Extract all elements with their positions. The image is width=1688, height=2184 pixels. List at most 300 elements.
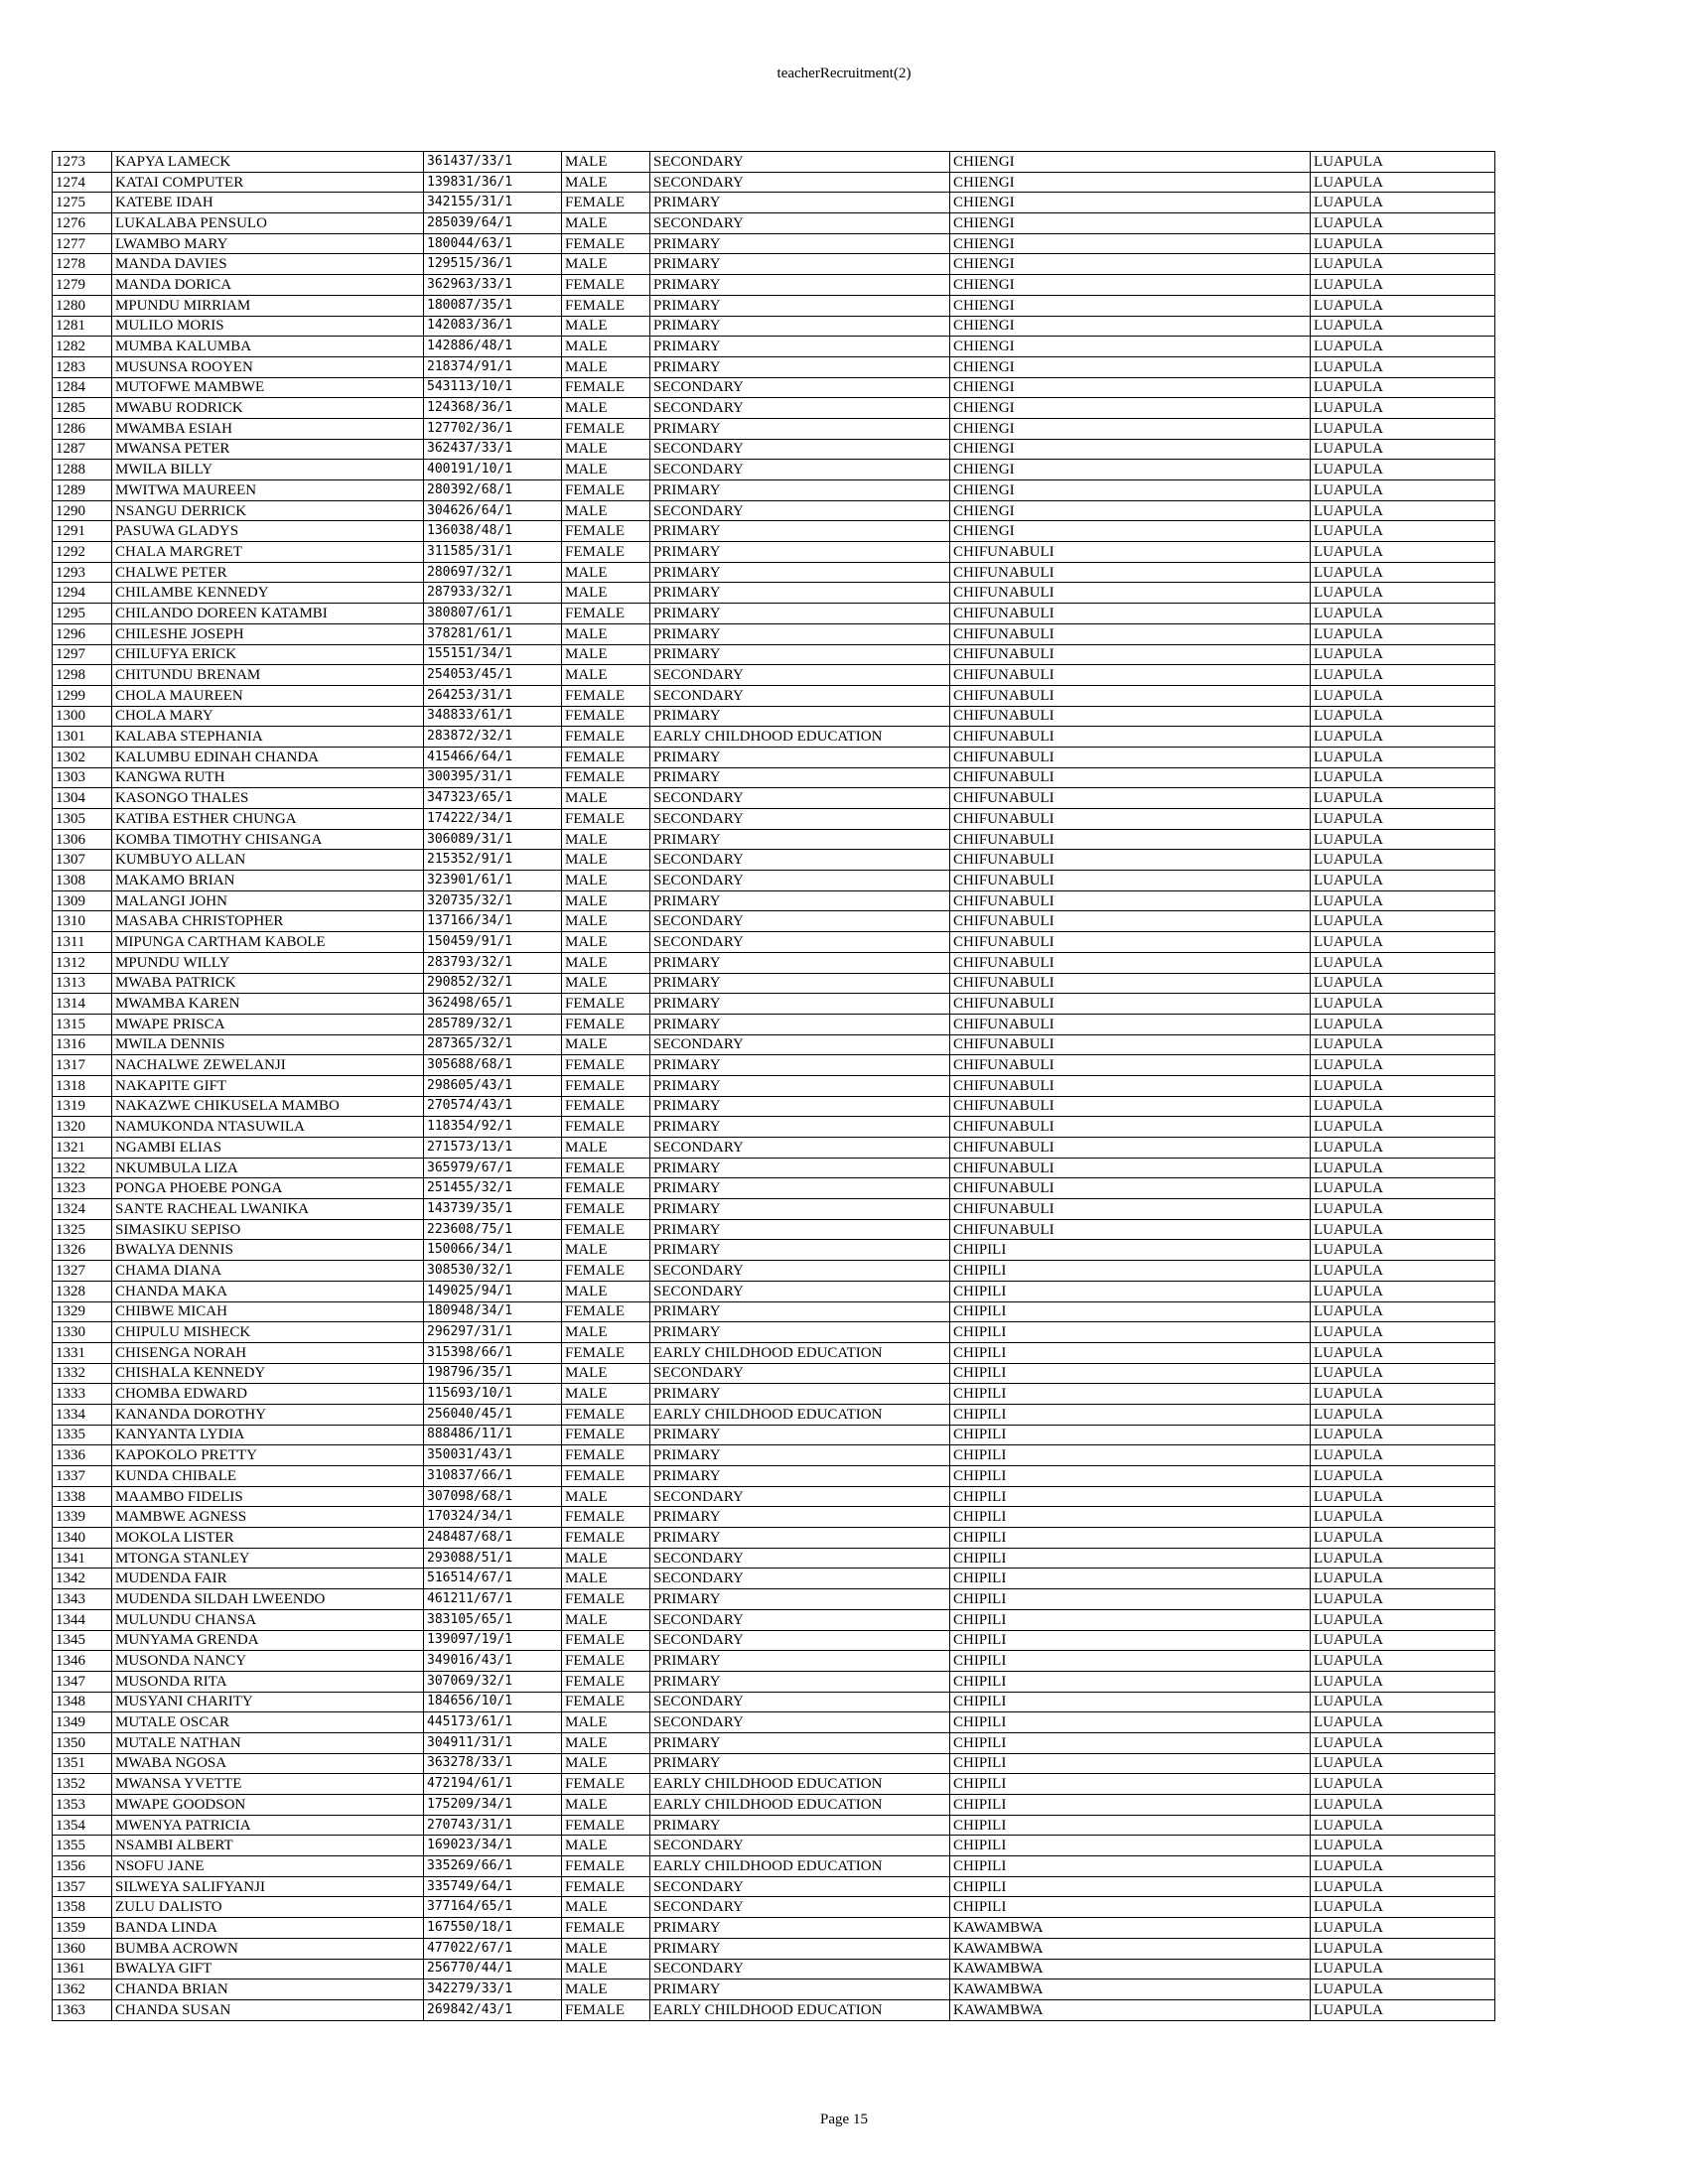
district-cell: CHIPILI	[950, 1507, 1311, 1528]
teaching-level-cell: SECONDARY	[650, 172, 950, 193]
nrc-number-cell: 143739/35/1	[424, 1199, 562, 1220]
province-cell: LUAPULA	[1311, 1959, 1495, 1979]
teaching-level-cell: PRIMARY	[650, 275, 950, 296]
district-cell: CHIPILI	[950, 1856, 1311, 1877]
table-row	[53, 1219, 1495, 1240]
table-row	[53, 460, 1495, 480]
teacher-name-cell: KATEBE IDAH	[112, 193, 424, 213]
province-cell: LUAPULA	[1311, 1795, 1495, 1816]
teaching-level-cell: SECONDARY	[650, 871, 950, 891]
province-cell: LUAPULA	[1311, 1528, 1495, 1549]
table-row	[53, 1507, 1495, 1528]
teaching-level-cell: PRIMARY	[650, 1528, 950, 1549]
row-number-cell: 1349	[53, 1712, 112, 1733]
province-cell: LUAPULA	[1311, 644, 1495, 665]
gender-cell: FEMALE	[562, 1075, 650, 1096]
table-row	[53, 1815, 1495, 1836]
table-row	[53, 1609, 1495, 1630]
teacher-name-cell: MUSONDA NANCY	[112, 1651, 424, 1672]
gender-cell: MALE	[562, 911, 650, 932]
teaching-level-cell: PRIMARY	[650, 1466, 950, 1487]
district-cell: KAWAMBWA	[950, 1918, 1311, 1939]
teacher-name-cell: NSOFU JANE	[112, 1856, 424, 1877]
gender-cell: FEMALE	[562, 295, 650, 316]
table-row	[53, 1795, 1495, 1816]
gender-cell: MALE	[562, 1753, 650, 1774]
gender-cell: FEMALE	[562, 1466, 650, 1487]
district-cell: CHIPILI	[950, 1630, 1311, 1651]
nrc-number-cell: 256040/45/1	[424, 1404, 562, 1425]
province-cell: LUAPULA	[1311, 254, 1495, 275]
teacher-name-cell: MWAPE GOODSON	[112, 1795, 424, 1816]
district-cell: CHIPILI	[950, 1281, 1311, 1301]
teaching-level-cell: SECONDARY	[650, 1138, 950, 1159]
row-number-cell: 1328	[53, 1281, 112, 1301]
province-cell: LUAPULA	[1311, 1034, 1495, 1055]
row-number-cell: 1320	[53, 1117, 112, 1138]
nrc-number-cell: 400191/10/1	[424, 460, 562, 480]
gender-cell: FEMALE	[562, 1876, 650, 1897]
table-row	[53, 398, 1495, 419]
nrc-number-cell: 311585/31/1	[424, 542, 562, 563]
gender-cell: MALE	[562, 460, 650, 480]
table-row	[53, 623, 1495, 644]
teaching-level-cell: PRIMARY	[650, 1219, 950, 1240]
province-cell: LUAPULA	[1311, 1774, 1495, 1795]
table-row	[53, 1301, 1495, 1322]
nrc-number-cell: 320735/32/1	[424, 890, 562, 911]
nrc-number-cell: 305688/68/1	[424, 1055, 562, 1076]
table-row	[53, 500, 1495, 521]
row-number-cell: 1341	[53, 1548, 112, 1569]
table-row	[53, 337, 1495, 357]
province-cell: LUAPULA	[1311, 871, 1495, 891]
nrc-number-cell: 377164/65/1	[424, 1897, 562, 1918]
teaching-level-cell: PRIMARY	[650, 1178, 950, 1199]
district-cell: CHIPILI	[950, 1876, 1311, 1897]
gender-cell: MALE	[562, 1569, 650, 1589]
table-row	[53, 1425, 1495, 1445]
gender-cell: FEMALE	[562, 1815, 650, 1836]
teaching-level-cell: SECONDARY	[650, 1692, 950, 1712]
teacher-name-cell: CHOLA MAUREEN	[112, 685, 424, 706]
teaching-level-cell: PRIMARY	[650, 193, 950, 213]
teaching-level-cell: SECONDARY	[650, 1034, 950, 1055]
teaching-level-cell: PRIMARY	[650, 1301, 950, 1322]
gender-cell: MALE	[562, 1240, 650, 1261]
nrc-number-cell: 304626/64/1	[424, 500, 562, 521]
teacher-name-cell: MANDA DORICA	[112, 275, 424, 296]
nrc-number-cell: 136038/48/1	[424, 521, 562, 542]
province-cell: LUAPULA	[1311, 398, 1495, 419]
teacher-name-cell: NGAMBI ELIAS	[112, 1138, 424, 1159]
nrc-number-cell: 350031/43/1	[424, 1445, 562, 1466]
row-number-cell: 1363	[53, 1999, 112, 2020]
nrc-number-cell: 254053/45/1	[424, 665, 562, 686]
teacher-name-cell: MIPUNGA CARTHAM KABOLE	[112, 932, 424, 953]
district-cell: CHIFUNABULI	[950, 604, 1311, 624]
province-cell: LUAPULA	[1311, 1178, 1495, 1199]
teacher-name-cell: NKUMBULA LIZA	[112, 1158, 424, 1178]
row-number-cell: 1325	[53, 1219, 112, 1240]
teacher-name-cell: CHANDA SUSAN	[112, 1999, 424, 2020]
province-cell: LUAPULA	[1311, 932, 1495, 953]
teacher-name-cell: KALUMBU EDINAH CHANDA	[112, 747, 424, 767]
gender-cell: MALE	[562, 583, 650, 604]
district-cell: CHIPILI	[950, 1466, 1311, 1487]
gender-cell: MALE	[562, 1548, 650, 1569]
teacher-name-cell: MASABA CHRISTOPHER	[112, 911, 424, 932]
district-cell: CHIPILI	[950, 1322, 1311, 1343]
teacher-name-cell: MAAMBO FIDELIS	[112, 1486, 424, 1507]
teacher-name-cell: MANDA DAVIES	[112, 254, 424, 275]
nrc-number-cell: 283793/32/1	[424, 952, 562, 973]
gender-cell: FEMALE	[562, 1117, 650, 1138]
teacher-name-cell: CHANDA BRIAN	[112, 1979, 424, 2000]
row-number-cell: 1290	[53, 500, 112, 521]
table-row	[53, 1651, 1495, 1672]
teacher-name-cell: BWALYA GIFT	[112, 1959, 424, 1979]
gender-cell: FEMALE	[562, 542, 650, 563]
gender-cell: FEMALE	[562, 1342, 650, 1363]
nrc-number-cell: 287365/32/1	[424, 1034, 562, 1055]
row-number-cell: 1309	[53, 890, 112, 911]
province-cell: LUAPULA	[1311, 1219, 1495, 1240]
province-cell: LUAPULA	[1311, 1486, 1495, 1507]
gender-cell: FEMALE	[562, 1158, 650, 1178]
province-cell: LUAPULA	[1311, 706, 1495, 727]
gender-cell: FEMALE	[562, 747, 650, 767]
table-row	[53, 1918, 1495, 1939]
row-number-cell: 1348	[53, 1692, 112, 1712]
row-number-cell: 1342	[53, 1569, 112, 1589]
nrc-number-cell: 888486/11/1	[424, 1425, 562, 1445]
district-cell: CHIFUNABULI	[950, 1014, 1311, 1034]
province-cell: LUAPULA	[1311, 460, 1495, 480]
district-cell: CHIFUNABULI	[950, 1199, 1311, 1220]
district-cell: CHIPILI	[950, 1261, 1311, 1282]
district-cell: CHIENGI	[950, 275, 1311, 296]
teaching-level-cell: EARLY CHILDHOOD EDUCATION	[650, 1999, 950, 2020]
row-number-cell: 1327	[53, 1261, 112, 1282]
table-row	[53, 871, 1495, 891]
province-cell: LUAPULA	[1311, 1158, 1495, 1178]
district-cell: KAWAMBWA	[950, 1938, 1311, 1959]
nrc-number-cell: 298605/43/1	[424, 1075, 562, 1096]
teacher-name-cell: MUMBA KALUMBA	[112, 337, 424, 357]
teacher-name-cell: MUNYAMA GRENDA	[112, 1630, 424, 1651]
row-number-cell: 1279	[53, 275, 112, 296]
table-row	[53, 1938, 1495, 1959]
province-cell: LUAPULA	[1311, 1075, 1495, 1096]
district-cell: CHIENGI	[950, 521, 1311, 542]
nrc-number-cell: 415466/64/1	[424, 747, 562, 767]
gender-cell: FEMALE	[562, 418, 650, 439]
province-cell: LUAPULA	[1311, 1856, 1495, 1877]
teacher-name-cell: MTONGA STANLEY	[112, 1548, 424, 1569]
row-number-cell: 1352	[53, 1774, 112, 1795]
nrc-number-cell: 296297/31/1	[424, 1322, 562, 1343]
province-cell: LUAPULA	[1311, 1014, 1495, 1034]
row-number-cell: 1351	[53, 1753, 112, 1774]
teacher-name-cell: MUSYANI CHARITY	[112, 1692, 424, 1712]
table-row	[53, 1856, 1495, 1877]
gender-cell: FEMALE	[562, 604, 650, 624]
gender-cell: MALE	[562, 1034, 650, 1055]
row-number-cell: 1344	[53, 1609, 112, 1630]
row-number-cell: 1316	[53, 1034, 112, 1055]
district-cell: CHIFUNABULI	[950, 850, 1311, 871]
teacher-name-cell: BWALYA DENNIS	[112, 1240, 424, 1261]
district-cell: CHIFUNABULI	[950, 890, 1311, 911]
row-number-cell: 1303	[53, 767, 112, 788]
nrc-number-cell: 300395/31/1	[424, 767, 562, 788]
teacher-name-cell: MWITWA MAUREEN	[112, 480, 424, 501]
table-row	[53, 418, 1495, 439]
page-number: Page 15	[820, 2112, 868, 2127]
gender-cell: MALE	[562, 172, 650, 193]
gender-cell: FEMALE	[562, 1096, 650, 1117]
gender-cell: MALE	[562, 788, 650, 809]
table-row	[53, 213, 1495, 234]
district-cell: CHIENGI	[950, 460, 1311, 480]
district-cell: CHIENGI	[950, 337, 1311, 357]
teaching-level-cell: SECONDARY	[650, 213, 950, 234]
row-number-cell: 1345	[53, 1630, 112, 1651]
nrc-number-cell: 461211/67/1	[424, 1589, 562, 1610]
province-cell: LUAPULA	[1311, 418, 1495, 439]
gender-cell: MALE	[562, 973, 650, 994]
province-cell: LUAPULA	[1311, 295, 1495, 316]
row-number-cell: 1288	[53, 460, 112, 480]
teaching-level-cell: SECONDARY	[650, 911, 950, 932]
row-number-cell: 1310	[53, 911, 112, 932]
district-cell: CHIENGI	[950, 254, 1311, 275]
nrc-number-cell: 139097/19/1	[424, 1630, 562, 1651]
row-number-cell: 1359	[53, 1918, 112, 1939]
table-body	[53, 152, 1495, 2021]
gender-cell: MALE	[562, 398, 650, 419]
nrc-number-cell: 315398/66/1	[424, 1342, 562, 1363]
table-row	[53, 1034, 1495, 1055]
table-row	[53, 562, 1495, 583]
district-cell: CHIPILI	[950, 1651, 1311, 1672]
gender-cell: MALE	[562, 871, 650, 891]
province-cell: LUAPULA	[1311, 1199, 1495, 1220]
table-row	[53, 604, 1495, 624]
row-number-cell: 1278	[53, 254, 112, 275]
row-number-cell: 1355	[53, 1836, 112, 1856]
district-cell: KAWAMBWA	[950, 1979, 1311, 2000]
nrc-number-cell: 198796/35/1	[424, 1363, 562, 1384]
gender-cell: FEMALE	[562, 706, 650, 727]
gender-cell: FEMALE	[562, 1425, 650, 1445]
table-row	[53, 665, 1495, 686]
teacher-name-cell: CHIBWE MICAH	[112, 1301, 424, 1322]
teacher-name-cell: CHALA MARGRET	[112, 542, 424, 563]
district-cell: CHIFUNABULI	[950, 1117, 1311, 1138]
district-cell: CHIFUNABULI	[950, 542, 1311, 563]
teaching-level-cell: SECONDARY	[650, 1486, 950, 1507]
province-cell: LUAPULA	[1311, 500, 1495, 521]
teacher-name-cell: MUSUNSA ROOYEN	[112, 356, 424, 377]
province-cell: LUAPULA	[1311, 1979, 1495, 2000]
district-cell: CHIPILI	[950, 1548, 1311, 1569]
teaching-level-cell: PRIMARY	[650, 1014, 950, 1034]
teaching-level-cell: PRIMARY	[650, 1979, 950, 2000]
table-row	[53, 1096, 1495, 1117]
row-number-cell: 1360	[53, 1938, 112, 1959]
province-cell: LUAPULA	[1311, 767, 1495, 788]
province-cell: LUAPULA	[1311, 850, 1495, 871]
province-cell: LUAPULA	[1311, 1507, 1495, 1528]
teaching-level-cell: PRIMARY	[650, 1075, 950, 1096]
gender-cell: MALE	[562, 562, 650, 583]
row-number-cell: 1362	[53, 1979, 112, 2000]
province-cell: LUAPULA	[1311, 1301, 1495, 1322]
teacher-name-cell: KAPYA LAMECK	[112, 152, 424, 173]
teaching-level-cell: SECONDARY	[650, 1281, 950, 1301]
gender-cell: FEMALE	[562, 1918, 650, 1939]
nrc-number-cell: 127702/36/1	[424, 418, 562, 439]
district-cell: CHIPILI	[950, 1404, 1311, 1425]
teacher-name-cell: SIMASIKU SEPISO	[112, 1219, 424, 1240]
teaching-level-cell: PRIMARY	[650, 233, 950, 254]
table-row	[53, 747, 1495, 767]
row-number-cell: 1339	[53, 1507, 112, 1528]
gender-cell: MALE	[562, 1384, 650, 1405]
nrc-number-cell: 169023/34/1	[424, 1836, 562, 1856]
teaching-level-cell: PRIMARY	[650, 316, 950, 337]
teaching-level-cell: PRIMARY	[650, 1815, 950, 1836]
district-cell: KAWAMBWA	[950, 1999, 1311, 2020]
row-number-cell: 1326	[53, 1240, 112, 1261]
teaching-level-cell: SECONDARY	[650, 1876, 950, 1897]
nrc-number-cell: 516514/67/1	[424, 1569, 562, 1589]
table-row	[53, 973, 1495, 994]
district-cell: CHIPILI	[950, 1712, 1311, 1733]
row-number-cell: 1361	[53, 1959, 112, 1979]
teaching-level-cell: PRIMARY	[650, 521, 950, 542]
gender-cell: FEMALE	[562, 1219, 650, 1240]
district-cell: CHIENGI	[950, 500, 1311, 521]
province-cell: LUAPULA	[1311, 1322, 1495, 1343]
nrc-number-cell: 378281/61/1	[424, 623, 562, 644]
row-number-cell: 1291	[53, 521, 112, 542]
nrc-number-cell: 142886/48/1	[424, 337, 562, 357]
teacher-name-cell: MWAMBA ESIAH	[112, 418, 424, 439]
table-row	[53, 1384, 1495, 1405]
province-cell: LUAPULA	[1311, 1876, 1495, 1897]
gender-cell: MALE	[562, 1322, 650, 1343]
gender-cell: FEMALE	[562, 727, 650, 748]
province-cell: LUAPULA	[1311, 1692, 1495, 1712]
province-cell: LUAPULA	[1311, 1630, 1495, 1651]
gender-cell: MALE	[562, 1732, 650, 1753]
teaching-level-cell: PRIMARY	[650, 644, 950, 665]
teacher-name-cell: MOKOLA LISTER	[112, 1528, 424, 1549]
district-cell: CHIFUNABULI	[950, 727, 1311, 748]
nrc-number-cell: 310837/66/1	[424, 1466, 562, 1487]
district-cell: CHIPILI	[950, 1384, 1311, 1405]
row-number-cell: 1322	[53, 1158, 112, 1178]
table-row	[53, 932, 1495, 953]
gender-cell: MALE	[562, 439, 650, 460]
teaching-level-cell: PRIMARY	[650, 1384, 950, 1405]
gender-cell: MALE	[562, 623, 650, 644]
nrc-number-cell: 142083/36/1	[424, 316, 562, 337]
teaching-level-cell: PRIMARY	[650, 973, 950, 994]
row-number-cell: 1340	[53, 1528, 112, 1549]
gender-cell: FEMALE	[562, 1774, 650, 1795]
teacher-name-cell: MALANGI JOHN	[112, 890, 424, 911]
gender-cell: FEMALE	[562, 1856, 650, 1877]
row-number-cell: 1287	[53, 439, 112, 460]
teacher-name-cell: MWANSA PETER	[112, 439, 424, 460]
gender-cell: FEMALE	[562, 994, 650, 1015]
row-number-cell: 1273	[53, 152, 112, 173]
province-cell: LUAPULA	[1311, 1096, 1495, 1117]
row-number-cell: 1323	[53, 1178, 112, 1199]
row-number-cell: 1284	[53, 377, 112, 398]
table-row	[53, 377, 1495, 398]
district-cell: CHIFUNABULI	[950, 1158, 1311, 1178]
district-cell: CHIFUNABULI	[950, 706, 1311, 727]
teacher-name-cell: CHISENGA NORAH	[112, 1342, 424, 1363]
teacher-name-cell: MWAPE PRISCA	[112, 1014, 424, 1034]
district-cell: CHIENGI	[950, 213, 1311, 234]
province-cell: LUAPULA	[1311, 193, 1495, 213]
province-cell: LUAPULA	[1311, 213, 1495, 234]
table-row	[53, 788, 1495, 809]
table-row	[53, 1014, 1495, 1034]
district-cell: CHIPILI	[950, 1486, 1311, 1507]
gender-cell: FEMALE	[562, 275, 650, 296]
table-row	[53, 994, 1495, 1015]
teaching-level-cell: SECONDARY	[650, 1363, 950, 1384]
nrc-number-cell: 285789/32/1	[424, 1014, 562, 1034]
nrc-number-cell: 180044/63/1	[424, 233, 562, 254]
gender-cell: MALE	[562, 644, 650, 665]
district-cell: CHIENGI	[950, 295, 1311, 316]
table-row	[53, 767, 1495, 788]
nrc-number-cell: 215352/91/1	[424, 850, 562, 871]
table-row	[53, 952, 1495, 973]
province-cell: LUAPULA	[1311, 1281, 1495, 1301]
province-cell: LUAPULA	[1311, 1815, 1495, 1836]
row-number-cell: 1337	[53, 1466, 112, 1487]
nrc-number-cell: 270574/43/1	[424, 1096, 562, 1117]
district-cell: CHIPILI	[950, 1609, 1311, 1630]
teaching-level-cell: PRIMARY	[650, 706, 950, 727]
teaching-level-cell: SECONDARY	[650, 1609, 950, 1630]
gender-cell: FEMALE	[562, 1055, 650, 1076]
teacher-name-cell: MUSONDA RITA	[112, 1671, 424, 1692]
table-row	[53, 1569, 1495, 1589]
province-cell: LUAPULA	[1311, 1999, 1495, 2020]
gender-cell: MALE	[562, 1795, 650, 1816]
teaching-level-cell: SECONDARY	[650, 685, 950, 706]
nrc-number-cell: 124368/36/1	[424, 398, 562, 419]
nrc-number-cell: 445173/61/1	[424, 1712, 562, 1733]
teacher-name-cell: CHANDA MAKA	[112, 1281, 424, 1301]
nrc-number-cell: 290852/32/1	[424, 973, 562, 994]
teaching-level-cell: EARLY CHILDHOOD EDUCATION	[650, 1404, 950, 1425]
nrc-number-cell: 307069/32/1	[424, 1671, 562, 1692]
teaching-level-cell: PRIMARY	[650, 295, 950, 316]
district-cell: CHIPILI	[950, 1774, 1311, 1795]
gender-cell: MALE	[562, 1979, 650, 2000]
